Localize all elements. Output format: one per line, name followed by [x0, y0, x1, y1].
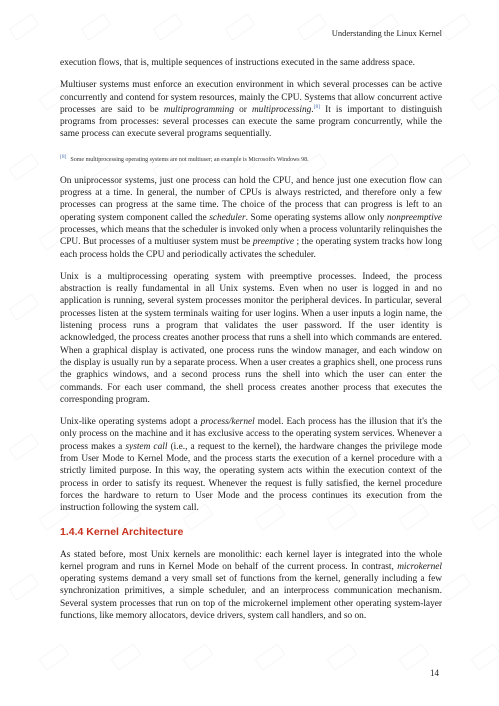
watermark-mark [297, 13, 328, 41]
page-number: 14 [430, 668, 439, 678]
watermark-mark [441, 573, 472, 601]
paragraph-continuation: execution flows, that is, multiple sequences of instructions executed in the same address space. [60, 58, 415, 68]
footnote-ref-link[interactable]: [8] [313, 103, 321, 110]
watermark-mark [9, 293, 40, 321]
watermark-mark [441, 153, 472, 181]
watermark-mark [441, 433, 472, 461]
watermark-mark [399, 643, 430, 671]
paragraph-uniprocessor: On uniprocessor systems, just one process can hold the CPU, and hence just one execution flow can progress at a time. In general, the number of CPUs is always restricted, and therefore only a few processes can progress at the same time. The choice of the process that can progress is left to an operating system component called the scheduler. Some operating systems allow only nonpreemptive processes, which means that the scheduler is invoked only when a process voluntarily relinquishes the CPU. But processes of a multiuser system must be preemptive ; the operating system tracks how long each process holds the CPU and periodically activates the scheduler. [60, 175, 442, 260]
footnote-mark: [8] [60, 153, 67, 160]
term-nonpreemptive: nonpreemptive [386, 212, 442, 223]
watermark-mark [327, 643, 358, 671]
paragraph-process-kernel-model: Unix-like operating systems adopt a process/kernel model. Each process has the illusion that it's the only process on the machine and it has exclusive access to the operating system services. Whenever a process makes a system call (i.e., a request to the kernel), the hardware changes the privilege mode from User Mode to Kernel Mode, and the process starts the execution of a kernel procedure with a strictly limited purpose. In this way, the operating system acts within the execution context of the process in order to satisfy its request. Whenever the request is fully satisfied, the kernel procedure forces the hardware to return to User Mode and the process continues its execution from the instruction following the system call. [60, 417, 442, 514]
paragraph-kernel-architecture: As stated before, most Unix kernels are monolithic: each kernel layer is integrated into the whole kernel program and runs in Kernel Mode on behalf of the current process. In contrast, microkernel operating systems demand a very small set of functions from the kernel, generally including a few synchronization primitives, a simple scheduler, and an interprocess communication mechanism. Several system processes that run on top of the microkernel implement other operating system-layer functions, like memory allocators, device drivers, system call handlers, and so on. [60, 549, 442, 621]
watermark-mark [9, 433, 40, 461]
watermark-mark [441, 293, 472, 321]
watermark-mark [39, 643, 70, 671]
page-body [60, 57, 442, 622]
watermark-mark [471, 363, 499, 391]
term-multiprogramming: multiprogramming [163, 104, 234, 115]
section-heading: 1.4.4 Kernel Architecture [60, 525, 184, 538]
watermark-mark [81, 13, 112, 41]
term-scheduler: scheduler [209, 212, 246, 223]
term-multiprocessing: multiprocessing [251, 104, 312, 115]
watermark-mark [9, 13, 40, 41]
watermark-mark [183, 643, 214, 671]
watermark-mark [9, 153, 40, 181]
footnote [60, 153, 442, 165]
watermark-mark [9, 573, 40, 601]
watermark-mark [111, 643, 142, 671]
running-header: Understanding the Linux Kernel [331, 28, 442, 38]
watermark-mark [153, 13, 184, 41]
watermark-mark [441, 13, 472, 41]
paragraph-unix-multiprocessing: Unix is a multiprocessing operating system with preemptive processes. Indeed, the process abstraction is really fundamental in all Unix systems. Even when no user is logged in and no application is running, several system processes monitor the peripheral devices. In particular, several processes listen at the system terminals waiting for user logins. When a user inputs a login name, the listening process runs a program that validates the user password. If the user identity is acknowledged, the process creates another process that runs a shell into which commands are entered. When a graphical display is activated, one process runs the window manager, and each window on the display is usually run by a separate process. When a user creates a graphics shell, one process runs the graphics windows, and a second process runs the shell into which the user can enter the commands. For each user command, the shell process creates another process that executes the corresponding program. [60, 271, 442, 405]
watermark-mark [255, 643, 286, 671]
watermark-mark [471, 223, 499, 251]
term-preemptive: preemptive [252, 237, 294, 248]
term-process-kernel: process/kernel [200, 417, 255, 428]
watermark-mark [471, 643, 499, 671]
term-microkernel: microkernel [397, 561, 442, 572]
paragraph-multiuser: Multiuser systems must enforce an execution environment in which several processes can be active concurrently and contend for system resources, mainly the CPU. Systems that allow concurrent active processes are said to be multiprogramming or multiprocessing.[8] It is important to distinguish programs from processes: several processes can execute the same program concurrently, while the same process can execute several programs sequentially. [60, 80, 442, 140]
term-system-call: system call [125, 441, 168, 452]
footnote-text: Some multiprocessing operating systems are not multiuser; an example is Microsoft's Windows 98. [70, 156, 309, 163]
watermark-mark [471, 83, 499, 111]
watermark-mark [225, 13, 256, 41]
watermark-mark [471, 503, 499, 531]
